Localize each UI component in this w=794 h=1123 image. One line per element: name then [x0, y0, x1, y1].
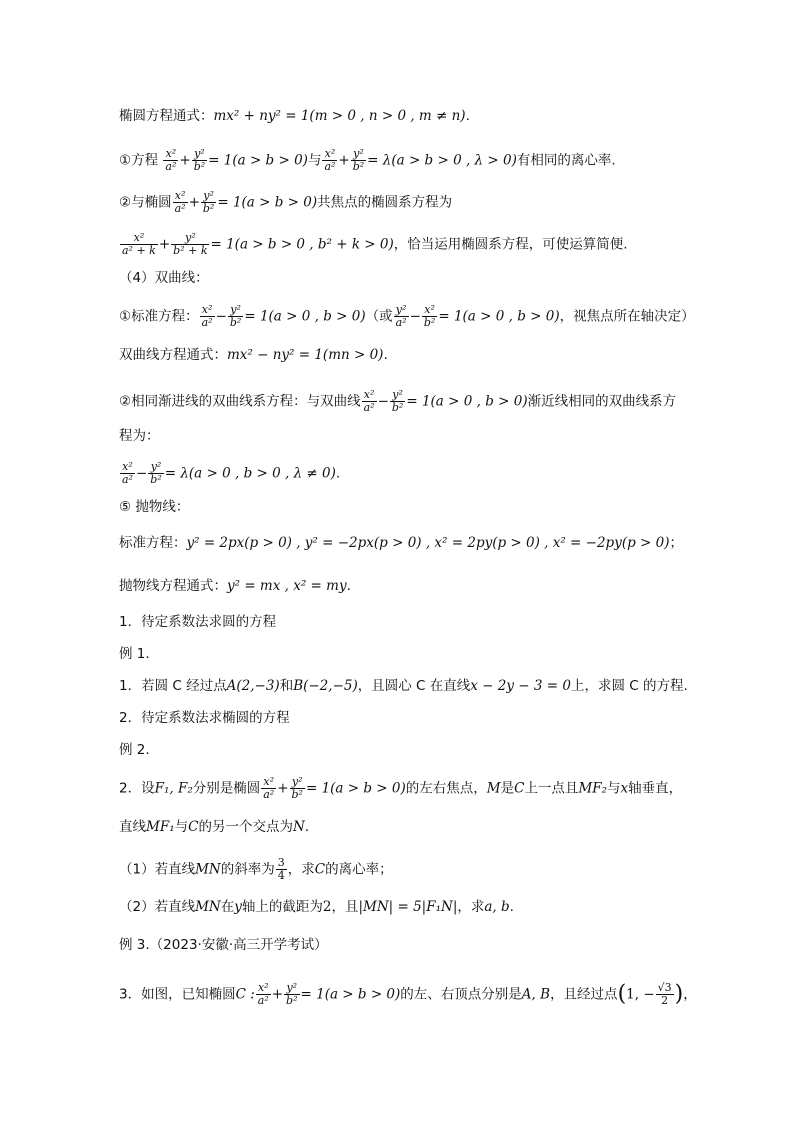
denominator: b²	[150, 473, 162, 486]
punct: ；	[669, 535, 683, 551]
equation: = λ(a > 0 , b > 0 , λ ≠ 0)	[164, 465, 336, 482]
denominator: b²	[286, 994, 298, 1007]
connector: 与	[307, 152, 322, 169]
var: M	[486, 780, 501, 797]
right-paren: )	[674, 981, 684, 1007]
numerator: x²	[120, 461, 135, 474]
operator: +	[271, 986, 284, 1003]
numerator: 3	[277, 856, 285, 869]
example-2-problem-cont	[119, 817, 309, 837]
text: ，且经过点	[550, 986, 618, 1003]
period: .	[335, 465, 341, 482]
denominator: a²	[257, 994, 269, 1007]
text: ，恰当运用椭圆系方程，可使运算简便.	[393, 236, 628, 253]
denominator: b² + k	[173, 244, 208, 257]
text: 的左、右顶点分别是	[400, 986, 522, 1003]
label: 标准方程：	[119, 535, 187, 551]
heading-1: 1．待定系数法求圆的方程	[119, 614, 277, 630]
text: 上，求圆 C 的方程.	[570, 678, 688, 694]
operator: −	[215, 308, 227, 325]
text: 共焦点的椭圆系方程为	[317, 194, 453, 211]
equation: |MN| = 5|F₁N|	[358, 899, 458, 915]
equation: y² = mx , x² = my	[227, 578, 347, 594]
example-1-problem	[119, 676, 688, 696]
text-line: 程为：	[119, 428, 160, 444]
fraction	[163, 148, 178, 173]
equation: = 1(a > b > 0)	[300, 986, 401, 1003]
var: N	[292, 819, 305, 835]
fraction	[201, 190, 216, 215]
text: ，且圆心 C 在直线	[357, 678, 471, 694]
fraction	[120, 461, 135, 486]
example-2-part-1	[119, 857, 393, 882]
denominator: a²	[201, 316, 213, 329]
numerator: y²	[290, 776, 305, 789]
numerator: y²	[351, 148, 366, 161]
equation: x − 2y − 3 = 0	[470, 678, 571, 694]
numerator: y²	[394, 304, 409, 317]
text: 轴上的截距为	[241, 899, 323, 915]
fraction	[276, 857, 287, 882]
period: .	[346, 578, 351, 594]
fraction	[120, 232, 158, 257]
example-2-label: 例 2.	[119, 742, 150, 758]
hyperbola-standard-line	[119, 304, 695, 329]
example-1-label: 例 1.	[119, 646, 150, 662]
denominator: 2	[661, 994, 669, 1007]
numerator: x²	[163, 148, 178, 161]
numerator: x²	[256, 982, 271, 995]
equation: = 1(a > 0 , b > 0)	[438, 308, 560, 325]
text: 的离心率；	[325, 861, 393, 878]
var: MN	[195, 899, 221, 915]
example-3-problem	[119, 982, 697, 1007]
denominator: a²	[395, 316, 407, 329]
text: ，且	[331, 899, 359, 915]
label: ②相同渐进线的双曲线系方程：与双曲线	[119, 393, 361, 410]
operator: +	[179, 152, 191, 169]
parabola-standard-line	[119, 533, 683, 553]
example-2-part-2	[119, 897, 514, 917]
fraction	[200, 304, 215, 329]
denominator: b²	[229, 316, 242, 329]
confocal-ellipse-line	[119, 190, 452, 215]
equation: mx² + ny² = 1(m > 0 , n > 0 , m ≠ n)	[213, 108, 466, 124]
fraction	[284, 982, 299, 1007]
operator: +	[158, 236, 171, 253]
point-coord: 1, −	[626, 986, 655, 1003]
left-paren: (	[617, 981, 627, 1007]
fraction	[173, 190, 188, 215]
var: x	[620, 780, 629, 797]
numerator: √3	[657, 981, 672, 994]
equation: = 1(a > b > 0)	[208, 152, 308, 169]
text: 3．如图，已知椭圆	[119, 986, 236, 1003]
denominator: a² + k	[122, 244, 156, 257]
text: 上一点且	[524, 780, 579, 797]
ellipse-general-form	[119, 106, 470, 126]
var: a, b	[484, 899, 510, 915]
var: C	[314, 861, 326, 878]
fraction	[390, 389, 405, 414]
text: 与	[174, 819, 189, 835]
text: （1）若直线	[119, 861, 196, 878]
ellipse-system-line	[119, 232, 628, 257]
denominator: b²	[291, 788, 303, 801]
equation: mx² − ny² = 1(mn > 0)	[227, 347, 384, 363]
text: 是	[500, 780, 515, 797]
var: MF₂	[578, 780, 608, 797]
numerator: y²	[148, 461, 163, 474]
asymptote-hyperbola-line	[119, 389, 676, 414]
label: ②与椭圆	[119, 194, 172, 211]
denominator: b²	[391, 401, 404, 414]
equation: = 1(a > 0 , b > 0)	[406, 393, 528, 410]
fraction	[362, 389, 377, 414]
text: 有相同的离心率.	[516, 152, 616, 169]
fraction	[192, 148, 207, 173]
text: 2．设	[119, 780, 155, 797]
var: C :	[235, 986, 255, 1003]
denominator: a²	[363, 401, 375, 414]
fraction	[228, 304, 243, 329]
fraction	[148, 461, 163, 486]
equation: = 1(a > b > 0 , b² + k > 0)	[210, 236, 394, 253]
denominator: 4	[277, 869, 285, 882]
numerator: x²	[362, 389, 377, 402]
text: 直线	[119, 819, 146, 835]
text: 渐近线相同的双曲线系方	[527, 393, 677, 410]
text: 分别是椭圆	[192, 780, 261, 797]
text: 与	[607, 780, 621, 797]
hyperbola-system-line	[119, 461, 340, 486]
text: ，	[683, 986, 697, 1003]
denominator: a²	[122, 473, 133, 486]
equation: = 1(a > 0 , b > 0)	[244, 308, 366, 325]
label: ①方程	[119, 152, 159, 169]
fraction	[322, 148, 337, 173]
text: 和	[279, 678, 294, 694]
equation: = λ(a > b > 0 , λ > 0)	[367, 152, 517, 169]
text: ，求	[457, 899, 485, 915]
var: C	[188, 819, 199, 835]
text: .	[509, 899, 514, 915]
point-a: A(2,−3)	[226, 678, 280, 694]
operator: +	[338, 152, 350, 169]
numerator: x²	[322, 148, 337, 161]
denominator: a²	[263, 788, 275, 801]
var: MF₁	[146, 819, 175, 835]
denominator: b²	[193, 160, 206, 173]
point-b: B(−2,−5)	[293, 678, 358, 694]
text: 的斜率为	[220, 861, 275, 878]
fraction	[351, 148, 366, 173]
denominator: b²	[202, 202, 215, 215]
denominator: a²	[324, 160, 336, 173]
equation: y² = 2px(p > 0) , y² = −2px(p > 0) , x² = 2py(p > 0) , x² = −2py(p > 0)	[186, 535, 670, 551]
fraction	[422, 304, 437, 329]
number: 2	[322, 899, 332, 915]
numerator: x²	[261, 776, 276, 789]
text: （2）若直线	[119, 899, 196, 915]
var: C	[514, 780, 525, 797]
operator: +	[188, 194, 200, 211]
numerator: y²	[171, 232, 209, 245]
numerator: x²	[120, 232, 158, 245]
denominator: a²	[165, 160, 177, 173]
example-2-problem	[119, 776, 682, 801]
fraction	[656, 982, 674, 1007]
label: 椭圆方程通式：	[119, 108, 214, 124]
example-3-label: 例 3.（2023·安徽·高三开学考试）	[119, 937, 328, 953]
operator: −	[377, 393, 389, 410]
parabola-general-form	[119, 576, 351, 596]
section-parabola: ⑤ 抛物线：	[119, 499, 190, 515]
hyperbola-general-form	[119, 345, 388, 365]
numerator: y²	[228, 304, 243, 317]
numerator: y²	[284, 982, 299, 995]
fraction	[290, 776, 305, 801]
fraction	[256, 982, 271, 1007]
period: .	[465, 108, 470, 124]
fraction	[261, 776, 276, 801]
var: y	[234, 899, 242, 915]
period: .	[383, 347, 388, 363]
var: MN	[195, 861, 221, 878]
numerator: x²	[200, 304, 215, 317]
text: （或	[365, 308, 393, 325]
text: 在	[220, 899, 235, 915]
numerator: y²	[390, 389, 405, 402]
heading-2: 2．待定系数法求椭圆的方程	[119, 710, 290, 726]
numerator: x²	[173, 190, 188, 203]
numerator: y²	[201, 190, 216, 203]
text: 轴垂直，	[628, 780, 683, 797]
fraction	[171, 232, 209, 257]
text: 的左右焦点，	[405, 780, 487, 797]
text: ，视焦点所在轴决定）	[559, 308, 695, 325]
equation: = 1(a > b > 0)	[305, 780, 406, 797]
text: .	[304, 819, 310, 835]
denominator: b²	[423, 316, 436, 329]
section-hyperbola: （4）双曲线：	[119, 270, 209, 286]
denominator: a²	[174, 202, 186, 215]
var: A, B	[521, 986, 551, 1003]
text: ，求	[287, 861, 315, 878]
label: 双曲线方程通式：	[119, 347, 227, 363]
label: ①标准方程：	[119, 308, 199, 325]
equation: = 1(a > b > 0)	[217, 194, 318, 211]
label: 抛物线方程通式：	[119, 578, 227, 594]
operator: −	[409, 308, 421, 325]
same-eccentricity-line	[119, 148, 616, 173]
operator: +	[277, 780, 289, 797]
foci: F₁, F₂	[154, 780, 193, 797]
operator: −	[135, 465, 148, 482]
fraction	[394, 304, 409, 329]
text: 的另一个交点为	[198, 819, 293, 835]
numerator: y²	[192, 148, 207, 161]
denominator: b²	[352, 160, 365, 173]
numerator: x²	[422, 304, 437, 317]
text: 1．若圆 C 经过点	[119, 678, 227, 694]
